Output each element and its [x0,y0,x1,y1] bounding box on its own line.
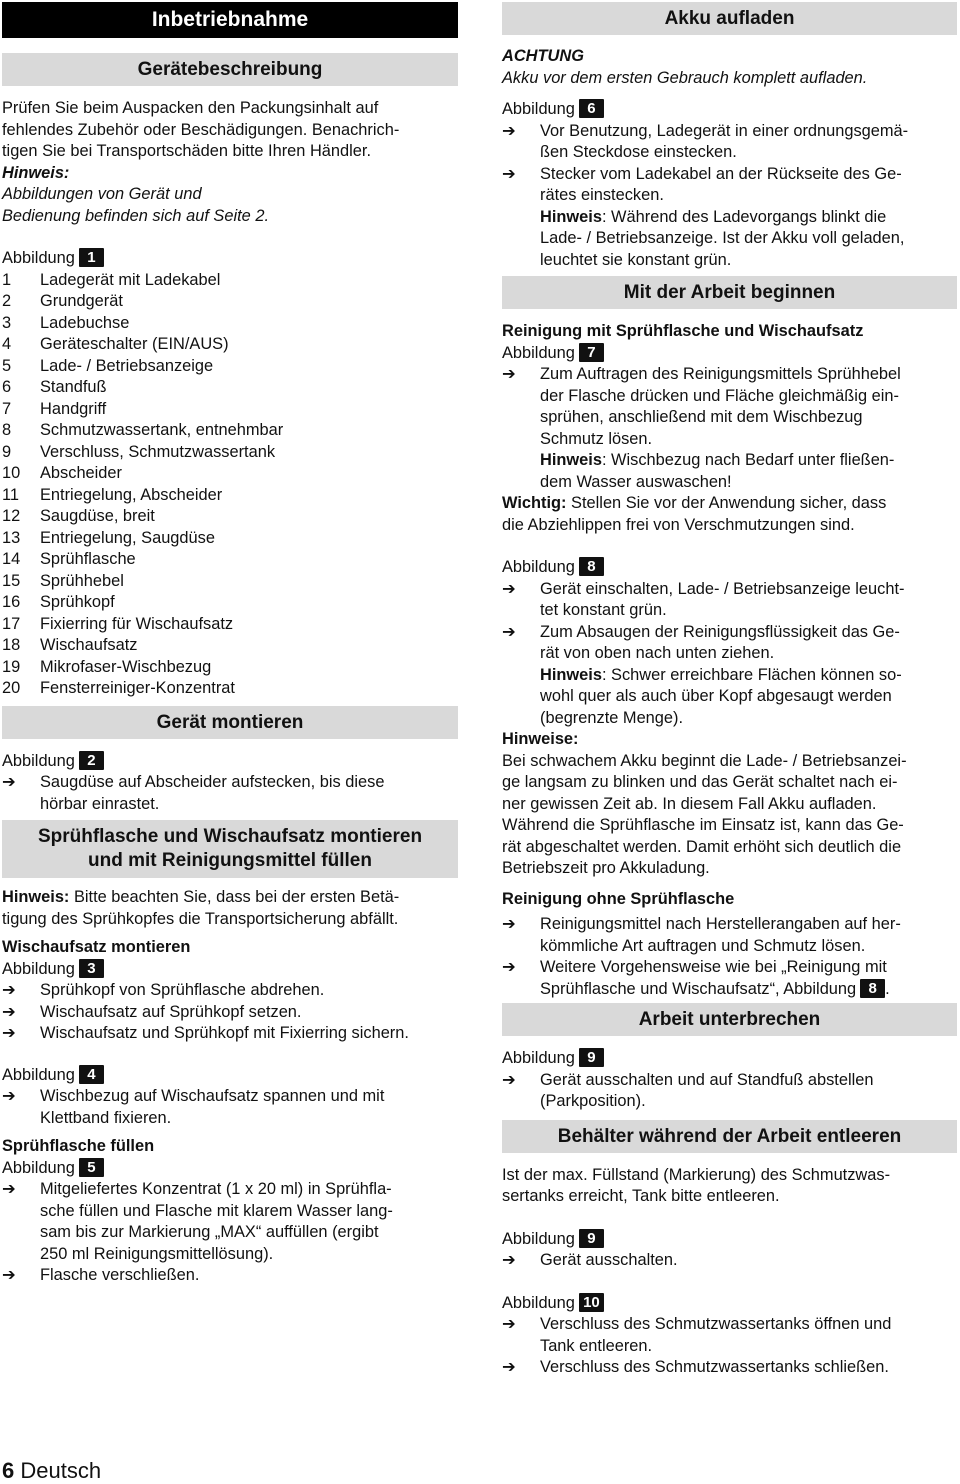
part-number: 8 [2,421,12,439]
part-list-item [2,291,458,313]
steps-wischaufsatz [2,980,458,1045]
arrow-icon: ➔ [2,773,16,791]
arrow-icon: ➔ [502,1251,516,1269]
step-item: ➔ Gerät ausschalten und auf Standfuß abstellen (Parkposition). [502,1070,874,1110]
arrow-icon: ➔ [2,1087,16,1105]
part-label: Standfuß [40,378,107,396]
part-list-item [2,635,458,657]
subheading-wischaufsatz: Wischaufsatz montieren [2,938,191,956]
parts-list [2,270,458,700]
arrow-icon: ➔ [2,1024,16,1042]
steps-absaugen [502,579,957,665]
figure-ref: Abbildung 8 [502,557,957,579]
part-label: Sprühhebel [40,571,124,590]
steps-ohne [502,914,957,1000]
arrow-icon: ➔ [502,164,516,183]
step-item: ➔ Mitgeliefertes Konzentrat (1 x 20 ml) in Sprühfla- sche füllen und Flasche mit klarem Wasser lang- sam bis zur Markierung „MAX“ auffüllen (ergibt 250 ml Reinigungsmittellösung). [2,1180,393,1263]
part-list-item [2,463,458,485]
arrow-icon: ➔ [502,915,516,933]
arrow-icon: ➔ [502,1315,516,1333]
section-heading-entleeren: Behälter während der Arbeit entleeren [502,1120,957,1153]
steps-montieren [2,772,458,815]
right-column [502,0,957,1379]
part-number: 13 [2,528,21,547]
subheading-reinigung-mit: Reinigung mit Sprühflasche und Wischaufsatz [502,322,864,340]
important-note: Wichtig: Stellen Sie vor der Anwendung sicher, dass die Abziehlippen frei von Verschmutzungen sind. [502,494,887,534]
figure-number-badge: 9 [579,1229,604,1248]
subheading-fuellen: Sprühflasche füllen [2,1137,155,1155]
arrow-icon: ➔ [2,1266,16,1284]
figure-number-badge: 8 [579,557,604,576]
part-list-item [2,678,458,700]
part-number: 3 [2,313,12,332]
step-item: ➔ Verschluss des Schmutzwassertanks öffnen und Tank entleeren. [502,1315,892,1355]
arrow-icon: ➔ [502,958,516,976]
figure-ref: Abbildung 4 [2,1065,458,1087]
hint-block: Hinweis: Schwer erreichbare Flächen können so- wohl quer als auch über Kopf abgesaugt werden (begrenzte Menge). [540,665,902,727]
section-heading-akku: Akku aufladen [502,2,957,35]
figure-number-badge: 3 [79,959,104,978]
arrow-icon: ➔ [2,1180,16,1198]
part-label: Abscheider [40,464,123,482]
part-number: 4 [2,335,12,353]
arrow-icon: ➔ [502,121,516,140]
step-item: ➔ Verschluss des Schmutzwassertanks schließen. [502,1357,957,1379]
subheading-reinigung-ohne: Reinigung ohne Sprühflasche [502,889,735,908]
section-heading-unterbrechen: Arbeit unterbrechen [502,1003,957,1036]
arrow-icon: ➔ [502,365,516,383]
figure-ref: Abbildung 9 [502,1048,957,1070]
part-list-item [2,377,458,399]
part-number: 11 [2,485,20,504]
figure-number-badge: 9 [579,1048,604,1067]
step-item: ➔ Stecker vom Ladekabel an der Rückseite des Ge- rätes einstecken. [502,164,902,204]
part-label: Entriegelung, Saugdüse [40,528,215,547]
section-heading-montieren: Gerät montieren [2,706,458,739]
warning-block: ACHTUNG Akku vor dem ersten Gebrauch komplett aufladen. [502,47,868,87]
part-list-item [2,549,458,571]
step-item: ➔ Vor Benutzung, Ladegerät in einer ordnungsgemä- ßen Steckdose einstecken. [502,121,909,161]
arrow-icon: ➔ [502,1070,516,1089]
arrow-icon: ➔ [2,981,16,999]
part-list-item [2,356,458,378]
page-footer [2,1458,101,1484]
part-label: Sprühflasche [40,550,136,568]
arrow-icon: ➔ [2,1002,16,1021]
figure-number-badge: 6 [579,99,604,118]
part-label: Lade- / Betriebsanzeige [40,356,214,375]
figure-number-badge: 7 [579,343,604,362]
intro-paragraph: Prüfen Sie beim Auspacken den Packungsinhalt auf fehlendes Zubehör oder Beschädigungen. Benachrich- tigen Sie bei Transportschäden bitte Ihren Händler. [2,99,400,160]
step-item: ➔ Wischbezug auf Wischaufsatz spannen und mit Klettband fixieren. [2,1087,385,1127]
part-label: Geräteschalter (EIN/AUS) [40,335,229,353]
part-number: 17 [2,614,21,633]
figure-ref: Abbildung 10 [502,1293,957,1315]
step-item: ➔ Weitere Vorgehensweise wie bei „Reinigung mit Sprühflasche und Wischaufsatz“, Abbildung 8 . [502,958,890,998]
part-number: 19 [2,657,21,676]
figure-number-badge: 8 [860,979,885,998]
part-list-item [2,420,458,442]
figure-ref: Abbildung 3 [2,959,458,981]
part-number: 15 [2,571,21,590]
hint-block: Hinweis: Wischbezug nach Bedarf unter fließen- dem Wasser auswaschen! [540,451,895,491]
step-item: ➔ Reinigungsmittel nach Herstellerangaben auf her- kömmliche Art auftragen und Schmutz lösen. [502,915,901,955]
page-number: 6 [2,1458,15,1483]
steps-ausschalten [502,1250,957,1272]
steps-unterbrechen [502,1070,957,1113]
part-label: Wischaufsatz [40,636,138,654]
part-number: 6 [2,378,12,396]
step-item: ➔ Zum Auftragen des Reinigungsmittels Sprühhebel der Flasche drücken und Fläche gleichmäßig ein- sprühen, anschließend mit dem Wischbezug Schmutz lösen. [502,365,901,448]
steps-reinigung [502,364,957,450]
part-label: Fensterreiniger-Konzentrat [40,679,235,697]
part-label: Ladegerät mit Ladekabel [40,270,221,289]
part-list-item [2,528,458,550]
figure-number-badge: 1 [79,248,104,267]
step-item: ➔ Gerät einschalten, Lade- / Betriebsanzeige leucht- tet konstant grün. [502,579,905,619]
part-number: 12 [2,507,21,525]
part-list-item [2,442,458,464]
part-number: 1 [2,270,12,289]
part-list-item [2,657,458,679]
step-item: ➔ Zum Absaugen der Reinigungsflüssigkeit das Ge- rät von oben nach unten ziehen. [502,622,900,662]
part-number: 18 [2,636,21,654]
figure-number-badge: 5 [79,1158,104,1177]
part-list-item [2,270,458,292]
part-number: 14 [2,550,21,568]
part-list-item [2,614,458,636]
step-item: ➔ Gerät ausschalten. [502,1250,957,1272]
step-item: ➔ Saugdüse auf Abscheider aufstecken, bis diese hörbar einrastet. [2,773,385,813]
step-item: ➔ Flasche verschließen. [2,1265,458,1287]
figure-number-badge: 10 [579,1293,604,1312]
part-label: Entriegelung, Abscheider [40,485,223,504]
part-list-item [2,313,458,335]
section-heading-spruehflasche: Sprühflasche und Wischaufsatz montieren und mit Reinigungsmittel füllen [2,820,458,878]
part-number: 9 [2,442,12,461]
part-label: Schmutzwassertank, entnehmbar [40,421,284,439]
arrow-icon: ➔ [502,579,516,598]
steps-akku [502,121,957,207]
figure-ref: Abbildung 6 [502,99,957,121]
part-list-item [2,592,458,614]
hint-block: Hinweis: Während des Ladevorgangs blinkt die Lade- / Betriebsanzeige. Ist der Akku voll geladen, leuchtet sie konstant grün. [540,207,905,269]
hint-block: Hinweis: Abbildungen von Gerät und Bedienung befinden sich auf Seite 2. [2,163,270,225]
figure-ref: Abbildung 9 [502,1229,957,1251]
arrow-icon: ➔ [502,1358,516,1376]
left-column [2,0,458,1287]
footer-language: Deutsch [20,1458,102,1483]
part-label: Verschluss, Schmutzwassertank [40,442,276,461]
step-item: ➔ Sprühkopf von Sprühflasche abdrehen. [2,980,458,1002]
figure-number-badge: 2 [79,751,104,770]
part-number: 20 [2,679,21,697]
steps-fuellen [2,1179,458,1287]
figure-ref: Abbildung 5 [2,1158,458,1180]
part-list-item [2,506,458,528]
section-heading-arbeit: Mit der Arbeit beginnen [502,276,957,309]
part-number: 2 [2,292,12,310]
part-number: 5 [2,356,12,375]
arrow-icon: ➔ [502,622,516,641]
figure-number-badge: 4 [79,1065,104,1084]
steps-wischbezug [2,1086,458,1129]
figure-ref: Abbildung 2 [2,751,458,773]
part-label: Grundgerät [40,292,123,310]
step-item: ➔ Wischaufsatz und Sprühkopf mit Fixierring sichern. [2,1023,458,1045]
steps-tank [502,1314,957,1379]
part-label: Handgriff [40,399,107,418]
part-number: 7 [2,399,12,418]
part-number: 10 [2,464,21,482]
part-list-item [2,571,458,593]
part-list-item [2,334,458,356]
part-list-item [2,485,458,507]
part-label: Ladebuchse [40,313,130,332]
entleeren-text: Ist der max. Füllstand (Markierung) des Schmutzwas- sertanks erreicht, Tank bitte entleeren. [502,1165,891,1205]
figure-ref: Abbildung 7 [502,343,957,365]
hint-paragraph: Hinweis: Bitte beachten Sie, dass bei der ersten Betä- tigung des Sprühkopfes die Transportsicherung abfällt. [2,888,400,928]
part-list-item [2,399,458,421]
part-label: Mikrofaser-Wischbezug [40,657,212,676]
step-item: ➔ Wischaufsatz auf Sprühkopf setzen. [2,1002,458,1024]
part-label: Fixierring für Wischaufsatz [40,614,234,633]
part-label: Saugdüse, breit [40,507,155,525]
figure-ref: Abbildung 1 [2,248,458,270]
part-label: Sprühkopf [40,593,115,611]
page-title: Inbetriebnahme [2,2,458,38]
notes-block: Hinweise: Bei schwachem Akku beginnt die Lade- / Betriebsanzei- ge langsam zu blinken und das Gerät schaltet nach ei- ner gewissen Zeit ab. In diesem Fall Akku aufladen. Während die Sprühflasche im Einsatz ist, kann das Ge- rät abgeschaltet werden. Damit erhöht sich deutlich die Betriebszeit pro Akkuladung. [502,730,907,877]
part-number: 16 [2,593,21,611]
section-heading-geraetebeschreibung: Gerätebeschreibung [2,53,458,86]
